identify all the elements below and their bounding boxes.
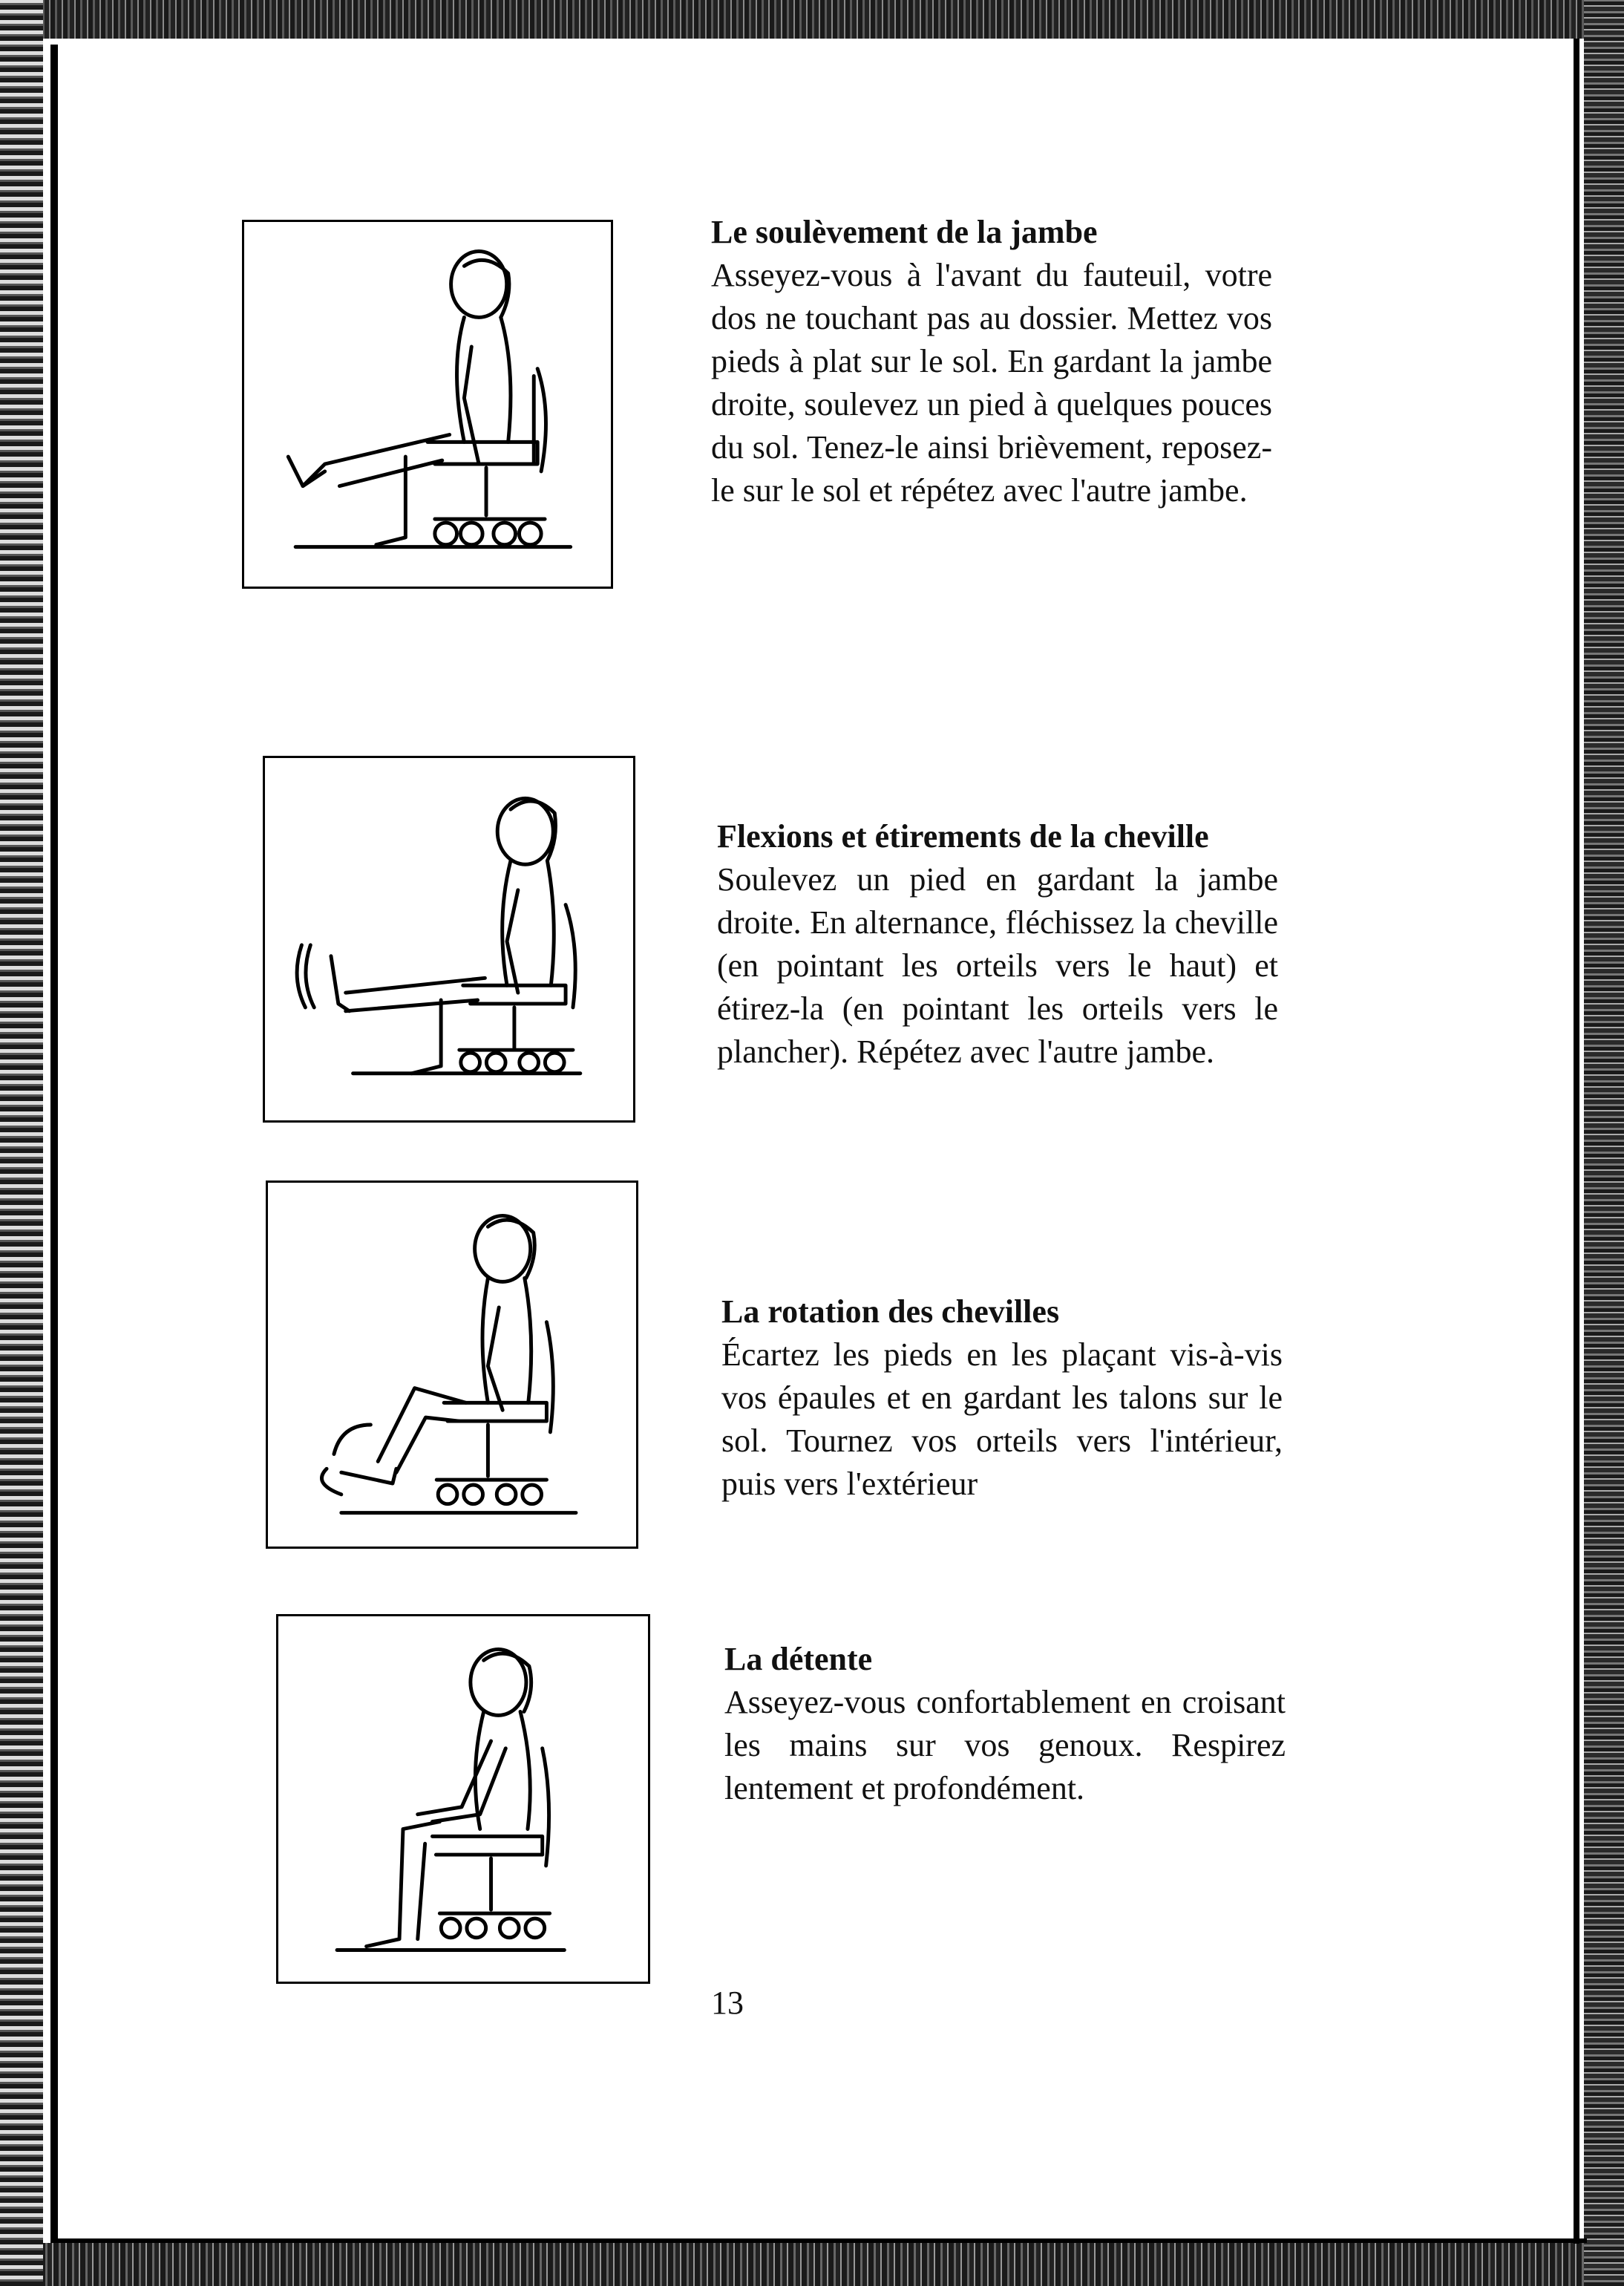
ankle-rotation-illustration <box>266 1180 638 1549</box>
section-ankle-rotation <box>721 1290 1283 1506</box>
section-title: Le soulèvement de la jambe <box>711 214 1098 250</box>
page-number: 13 <box>711 1985 744 2021</box>
section-ankle-flex <box>717 815 1278 1074</box>
page-edge-left <box>50 45 58 2242</box>
scan-border-top <box>0 0 1624 39</box>
section-body: Asseyez-vous confortablement en croisant les mains sur vos genoux. Respirez lentement et profondément. <box>724 1684 1286 1806</box>
section-title: La rotation des chevilles <box>721 1293 1060 1330</box>
relaxation-illustration <box>276 1614 650 1984</box>
page-edge-right <box>1574 39 1579 2244</box>
scan-border-right <box>1584 0 1624 2286</box>
section-title: La détente <box>724 1641 873 1677</box>
section-relaxation <box>724 1638 1286 1810</box>
scan-border-left <box>0 0 43 2286</box>
section-title: Flexions et étirements de la cheville <box>717 818 1209 855</box>
page-edge-bottom <box>50 2238 1587 2243</box>
ankle-flex-illustration <box>263 756 635 1123</box>
section-body: Asseyez-vous à l'avant du fauteuil, votre dos ne touchant pas au dossier. Mettez vos pieds à plat sur le sol. En gardant la jambe droite, soulevez un pied à quelques pouces du sol. Tenez-le ainsi brièvement, reposez-le sur le sol et répétez avec l'autre jambe. <box>711 257 1272 509</box>
section-leg-lift <box>711 211 1272 512</box>
section-body: Écartez les pieds en les plaçant vis-à-vis vos épaules et en gardant les talons sur le sol. Tournez vos orteils vers l'intérieur, puis vers l'extérieur <box>721 1336 1283 1502</box>
leg-lift-illustration <box>242 220 613 589</box>
scan-border-bottom <box>0 2243 1624 2286</box>
section-body: Soulevez un pied en gardant la jambe droite. En alternance, fléchissez la cheville (en pointant les orteils vers le haut) et étirez-la (en pointant les orteils vers le plancher). Répétez avec l'autre jambe. <box>717 861 1278 1070</box>
